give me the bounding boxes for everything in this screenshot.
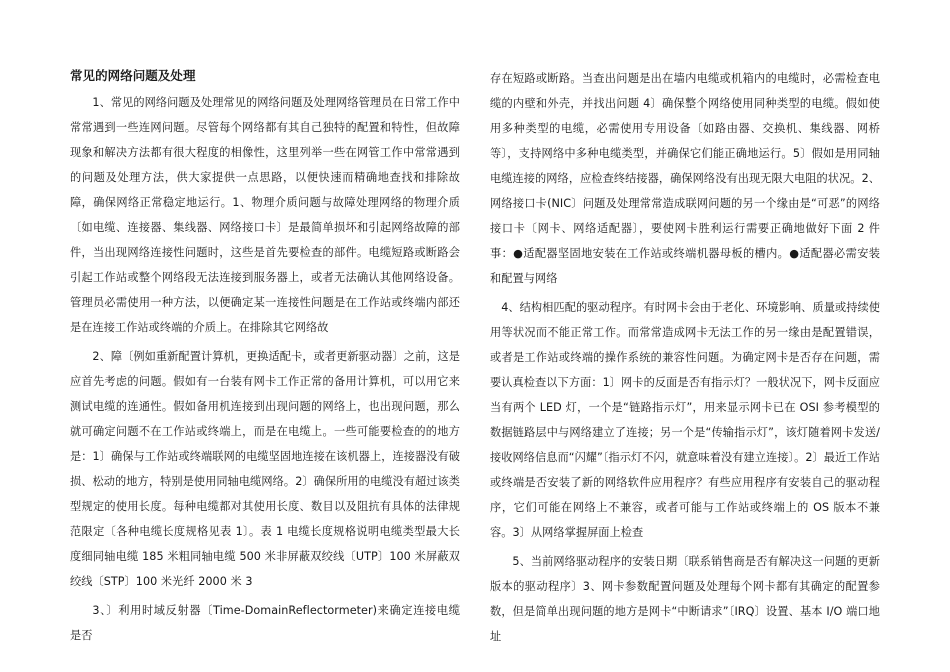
paragraph: 5、当前网络驱动程序的安装日期〔联系销售商是否有解决这一问题的更新版本的驱动程序〕3、网卡参数配置问题及处理每个网卡都有其确定的配置参数，但是简单出现问题的地方是网卡“中断请求”〔IRQ〕设置、基本 I/O 端口地址 [490,555,880,643]
document-title: 常见的网络问题及处理 [70,68,196,83]
paragraph: 3、〕利用时域反射器〔Time-DomainReflectormeter)来确定连接电缆是否 [70,604,460,642]
paragraph: 存在短路或断路。当查出问题是出在墙内电缆或机箱内的电缆时，必需检查电缆的内壁和外壳，并找出问题 4〕确保整个网络使用同种类型的电缆。假如使用多种类型的电缆，必需使用专用设备〔如路由器、交换机、集线器、网桥等〕，支持网络中多种电缆类型，并确保它们能正确地运行。5〕假如是用同轴电缆连接的网络，应检查终结接器，确保网络没有出现无限大电阻的状况。2、网络接口卡(NIC〕问题及处理常常造成联网问题的另一个缘由是“可恶”的网络接口卡〔网卡、网络适配器〕，要使网卡胜利运行需要正确地做好下面 2 件事：●适配器坚固地安装在工作站或终端机器母板的槽内。●适配器必需安装和配置与网络 [490,72,880,285]
paragraph: 1、常见的网络问题及处理常见的网络问题及处理网络管理员在日常工作中常常遇到一些连网问题。尽管每个网络都有其自己独特的配置和特性，但故障现象和解决方法都有很大程度的相像性，这里列举一些在网管工作中常常遇到的问题及处理方法，供大家提供一点思路，以便快速而精确地查找和排除故障，确保网络正常稳定地运行。1、物理介质问题与故障处理网络的物理介质〔如电缆、连接器、集线器、网络接口卡〕是最简单损坏和引起网络故障的部件，当出现网络连接性问题时，这些是首先要检查的部件。电缆短路或断路会引起工作站或整个网络段无法连接到服务器上，或者无法确认其他网络设备。管理员必需使用一种方法，以便确定某一连接性问题是在工作站或终端内部还是在连接工作站或终端的介质上。在排除其它网络故 [70,96,460,334]
left-column [70,60,460,652]
right-column [490,66,880,653]
paragraph: 4、结构相匹配的驱动程序。有时网卡会由于老化、环境影响、质量或持续使用等状况而不能正常工作。而常常造成网卡无法工作的另一缘由是配置错误，或者是工作站或终端的操作系统的兼容性问题。为确定网卡是否存在问题，需要认真检查以下方面：1〕网卡的反面是否有指示灯？一般状况下，网卡反面应当有两个 LED 灯，一个是“链路指示灯”，用来显示网卡已在 OSI 参考模型的数据链路层中与网络建立了连接；另一个是“传输指示灯”，该灯随着网卡发送/接收网络信息而“闪耀”〔指示灯不闪，就意味着没有建立连接〕。2〕最近工作站或终端是否安装了新的网络软件应用程序？有些应用程序有安装自己的驱动程序，它们可能在网络上不兼容，或者可能与工作站或终端上的 OS 版本不兼容。3〕从网络掌握屏面上检查 [490,301,880,539]
paragraph: 2、障〔例如重新配置计算机，更换适配卡，或者更新驱动器〕之前，这是应首先考虑的问题。假如有一台装有网卡工作正常的备用计算机，可以用它来测试电缆的连通性。假如备用机连接到出现问题的网络上，也出现问题，那么就可确定问题不在工作站或终端上，而是在电缆上。一些可能要检查的的地方是：1〕确保与工作站或终端联网的电缆坚固地连接在该机器上，连接器没有破损、松动的地方，特别是使用同轴电缆网络。2〕确保所用的电缆没有超过该类型规定的使用长度。每种电缆都对其使用长度、数目以及阻抗有具体的法律规范限定〔各种电缆长度规格见表 1〕。表 1 电缆长度规格说明电缆类型最大长度细同轴电缆 185 米粗同轴电缆 500 米非屏蔽双绞线〔UTP〕100 米屏蔽双绞线〔STP〕100 米光纤 2000 米 3 [70,350,460,588]
